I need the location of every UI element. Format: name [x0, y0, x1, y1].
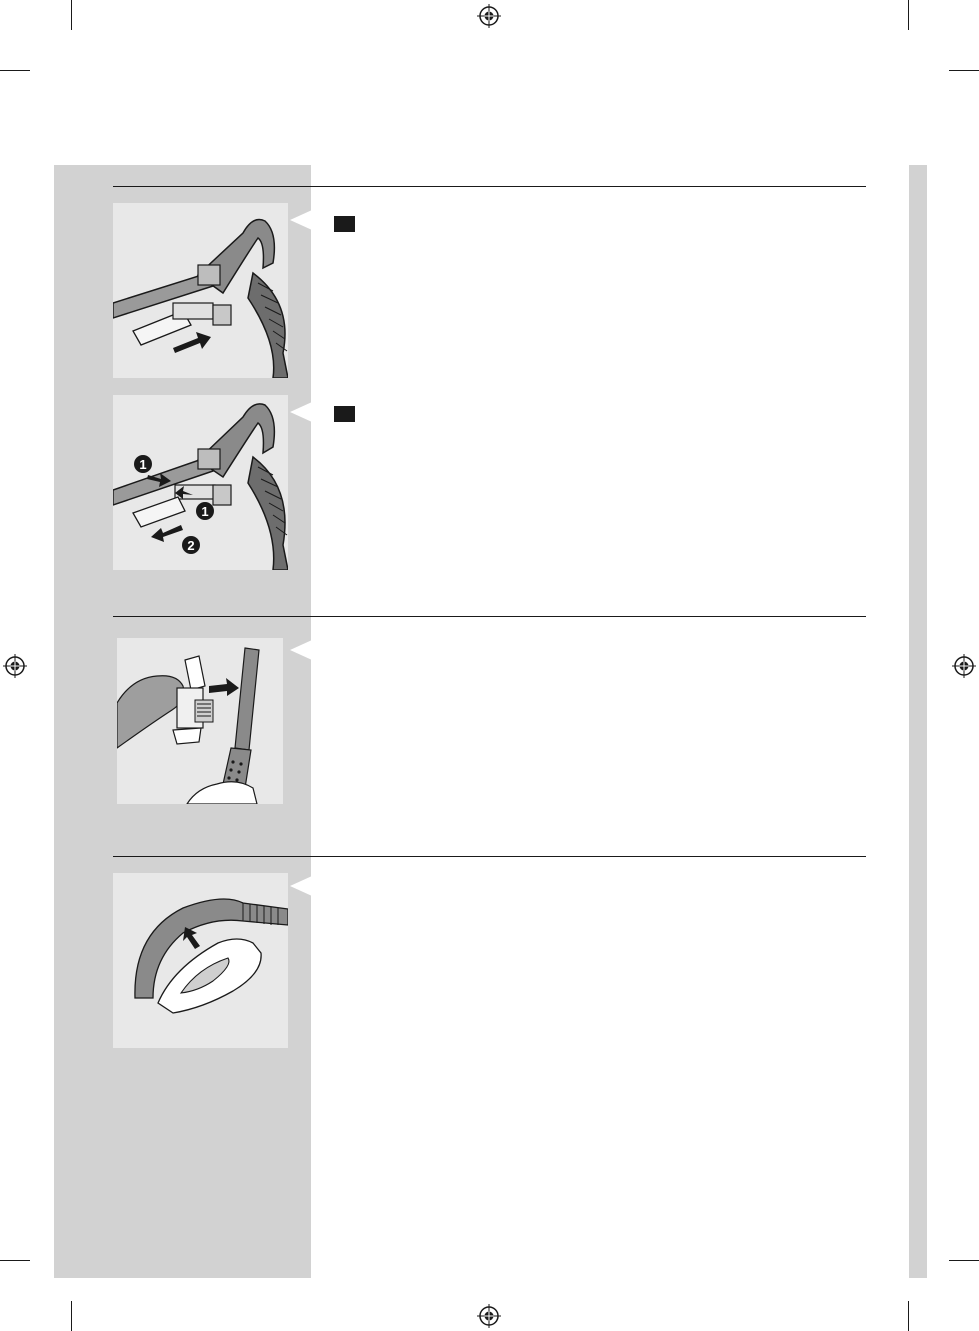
registration-target-icon	[477, 4, 501, 28]
crop-mark	[71, 0, 72, 30]
registration-target-icon	[952, 654, 976, 678]
crop-mark	[0, 1260, 30, 1261]
section-divider	[113, 856, 866, 857]
figure-pointer	[290, 876, 312, 896]
crevice-nozzle-attach-illustration	[113, 203, 288, 378]
registration-target-icon	[477, 1304, 501, 1328]
section-divider	[113, 186, 866, 187]
crop-mark	[0, 70, 30, 71]
figure-pointer	[290, 640, 312, 660]
crop-mark	[949, 70, 979, 71]
callout-2: 2	[187, 538, 195, 553]
figure-pointer	[290, 402, 312, 422]
crevice-nozzle-detach-illustration	[113, 395, 288, 570]
right-edge-band	[909, 165, 927, 1278]
registration-target-icon	[3, 654, 27, 678]
callout-1-right: 1	[201, 504, 209, 519]
crop-mark	[908, 1301, 909, 1331]
section-divider	[113, 616, 866, 617]
crop-mark	[908, 0, 909, 30]
callout-1-top: 1	[139, 457, 147, 472]
brush-attach-to-tube-illustration	[117, 638, 283, 804]
handle-holder-illustration	[113, 873, 288, 1048]
figure-pointer	[290, 210, 312, 230]
step-number-box	[334, 216, 355, 232]
step-number-box	[334, 406, 355, 422]
crop-mark	[71, 1301, 72, 1331]
crop-mark	[949, 1260, 979, 1261]
